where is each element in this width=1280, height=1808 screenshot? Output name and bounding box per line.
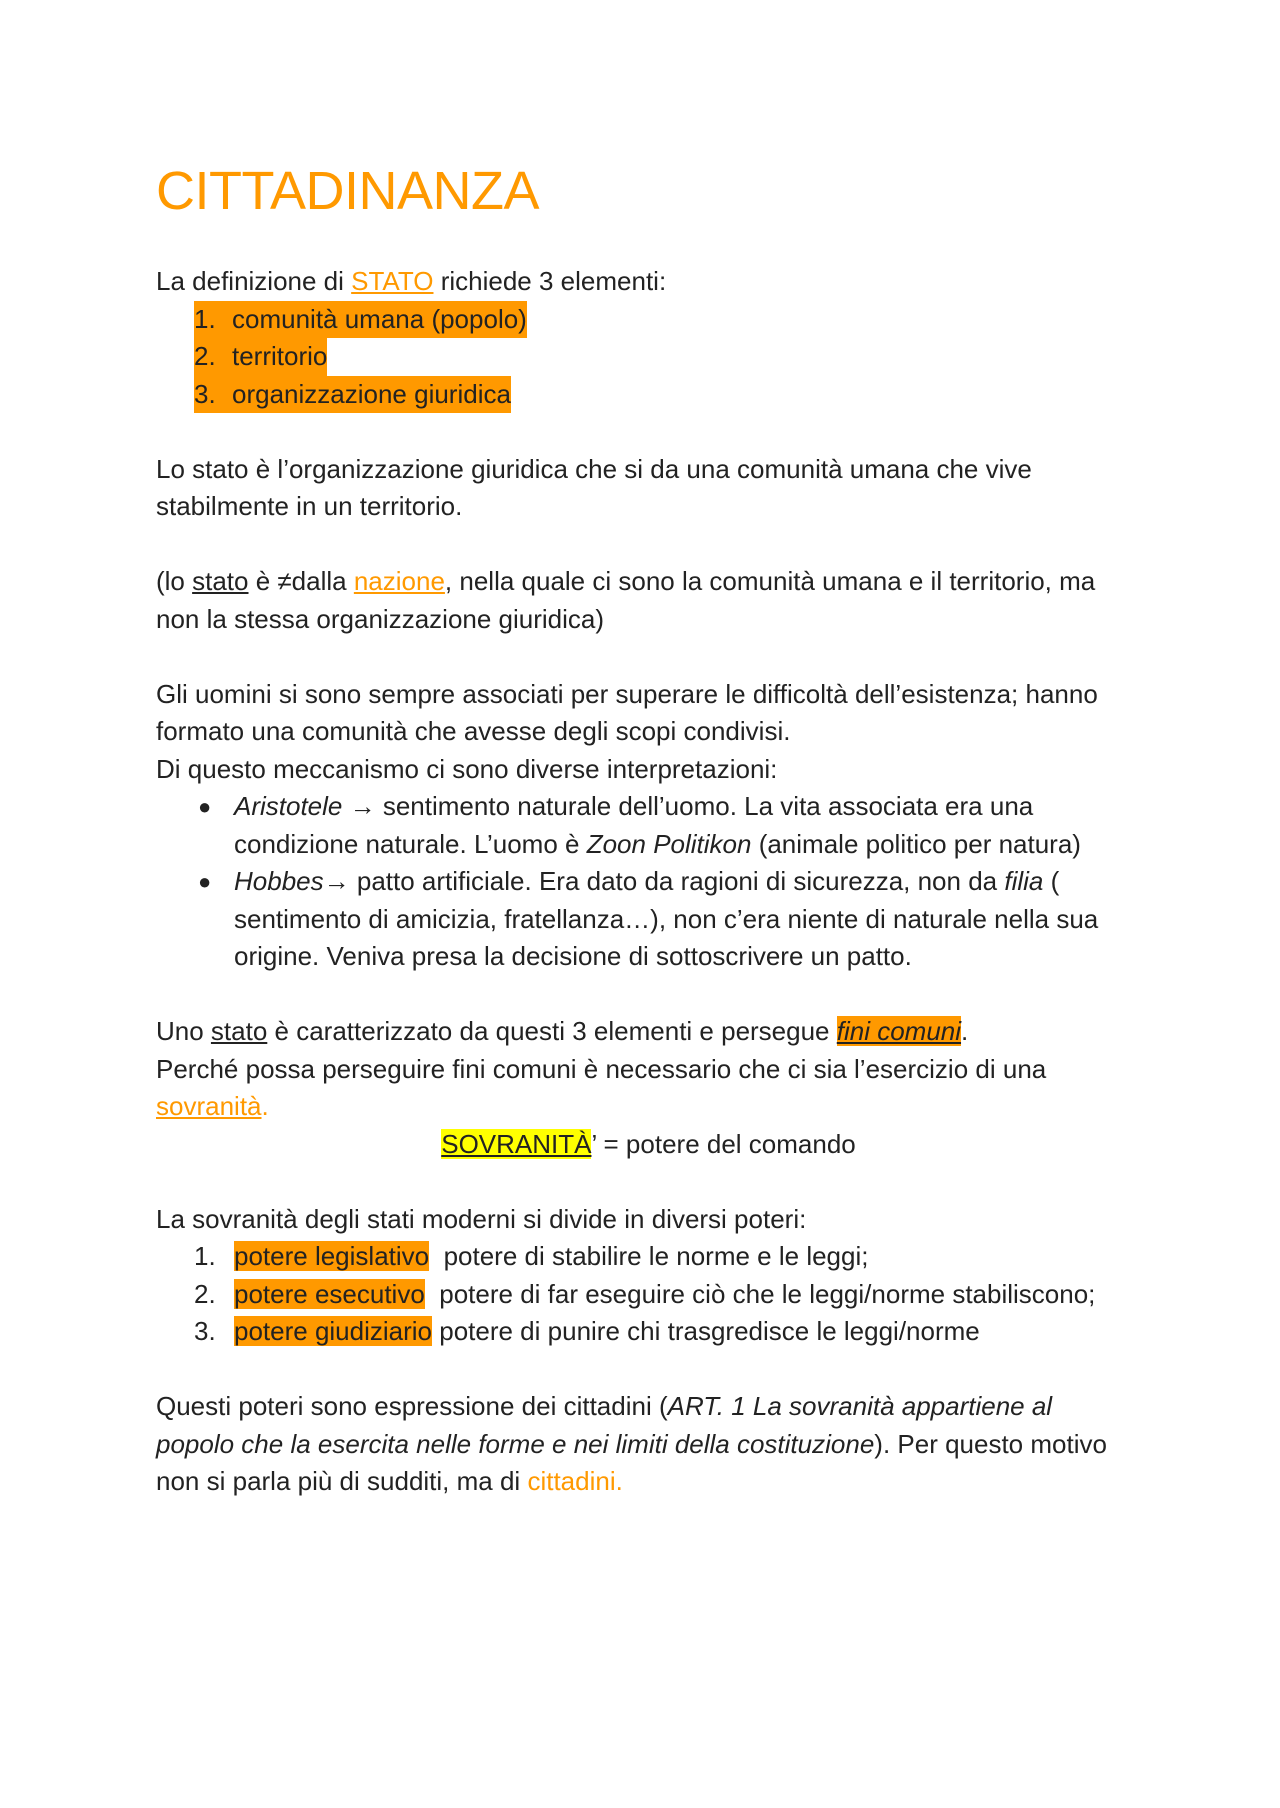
- interpretations-list: [156, 788, 1141, 976]
- list-item-legislativo: [156, 1238, 1141, 1276]
- sovranita-link[interactable]: sovranità: [156, 1091, 262, 1121]
- list-item-text: comunità umana (popolo): [232, 303, 527, 334]
- paragraph-nation: [156, 563, 1141, 638]
- intro-line: [156, 263, 1141, 301]
- list-item-esecutivo: [156, 1276, 1141, 1314]
- list-number: 2.: [194, 1278, 216, 1309]
- cittadini-orange: cittadini: [527, 1466, 616, 1496]
- author-name: Aristotele: [234, 791, 343, 821]
- text: .: [261, 1091, 269, 1121]
- text: è caratterizzato da questi 3 elementi e persegue: [267, 1016, 837, 1046]
- highlighted-item: [194, 301, 527, 339]
- text: (lo: [156, 566, 193, 596]
- bullet-icon: ●: [198, 794, 212, 819]
- paragraph-state-definition: Lo stato è l’organizzazione giuridica che si da una comunità umana che vive stabilmente in un territorio.: [156, 453, 1032, 521]
- text: Questi poteri sono espressione dei cittadini (: [156, 1391, 668, 1421]
- paragraph-interpretations-intro: Di questo meccanismo ci sono diverse interpretazioni:: [156, 753, 778, 784]
- paragraph-powers-intro: La sovranità degli stati moderni si divide in diversi poteri:: [156, 1203, 807, 1234]
- list-number: 1.: [194, 303, 216, 334]
- list-number: 3.: [194, 378, 216, 409]
- intro-text-end: richiede 3 elementi:: [433, 266, 667, 296]
- emphasis: filia: [1004, 866, 1044, 896]
- power-name-highlight: potere esecutivo: [234, 1278, 425, 1309]
- text: .: [961, 1016, 969, 1046]
- bullet-icon: ●: [198, 869, 212, 894]
- highlighted-item: [194, 338, 327, 376]
- article-quote: ART. 1 La sovranità appartiene al popolo che la esercita nelle forme e nei limiti della costituzione: [156, 1391, 1053, 1459]
- paragraph-fini-comuni: [156, 1013, 1141, 1051]
- paragraph-citizens: [156, 1388, 1131, 1501]
- text: , nella quale ci sono la comunità umana e il territorio, ma non la stessa organizzazione giuridica): [156, 566, 1096, 634]
- power-name-highlight: potere giudiziario: [234, 1316, 433, 1346]
- text: patto artificiale. Era dato da ragioni di sicurezza, non da: [356, 866, 1005, 896]
- page-title: CITTADINANZA: [156, 161, 539, 221]
- stato-link[interactable]: STATO: [351, 266, 434, 296]
- paragraph-associations: Gli uomini si sono sempre associati per superare le difficoltà dell’esistenza; hanno formato una comunità che avesse degli scopi condivisi.: [156, 678, 1098, 746]
- arrow-icon: →: [323, 866, 357, 896]
- list-item-text: organizzazione giuridica: [232, 378, 511, 409]
- sovranita-definition: [156, 1126, 1141, 1164]
- text: Uno: [156, 1016, 211, 1046]
- nazione-link[interactable]: nazione: [353, 566, 445, 596]
- list-number: 3.: [194, 1316, 216, 1346]
- stato-underlined: stato: [192, 566, 249, 596]
- fini-comuni-highlight: fini comuni: [836, 1016, 962, 1046]
- list-item: [156, 376, 1141, 414]
- list-item-aristotele: [156, 788, 1141, 863]
- emphasis: Zoon Politikon: [586, 828, 752, 859]
- text: ’ = potere del comando: [591, 1128, 856, 1159]
- text: Perché possa perseguire fini comuni è necessario che ci sia l’esercizio di una: [156, 1053, 1047, 1084]
- list-item-text: territorio: [232, 341, 328, 371]
- author-name: Hobbes: [234, 866, 324, 896]
- state-elements-list: [156, 301, 1141, 414]
- list-number: 1.: [194, 1241, 216, 1271]
- list-item-hobbes: [156, 863, 1141, 976]
- list-item: [156, 301, 1141, 339]
- arrow-icon: →: [342, 791, 383, 821]
- power-description: potere di far eseguire ciò che le leggi/norme stabiliscono;: [424, 1278, 1096, 1309]
- list-item: [156, 338, 1141, 376]
- power-name-highlight: potere legislativo: [234, 1241, 430, 1271]
- intro-text: La definizione di: [156, 266, 352, 296]
- power-description: potere di punire chi trasgredisce le leggi/norme: [432, 1316, 980, 1346]
- text: (animale politico per natura): [751, 828, 1081, 859]
- stato-underlined: stato: [210, 1016, 268, 1046]
- power-description: potere di stabilire le norme e le leggi;: [429, 1241, 869, 1271]
- text: sentimento naturale dell’uomo. La vita associata era una condizione naturale. L’uomo è: [234, 791, 1034, 859]
- list-item-giudiziario: [156, 1313, 1141, 1351]
- powers-list: [156, 1238, 1141, 1351]
- document-body: [156, 155, 1141, 1501]
- paragraph-sovranita: [156, 1051, 1116, 1126]
- text: è ≠dalla: [248, 566, 354, 596]
- highlighted-item: [194, 376, 511, 414]
- sovranita-highlight: SOVRANITÀ: [441, 1128, 592, 1159]
- text: ). Per questo motivo non si parla più di sudditi, ma di: [156, 1428, 1107, 1496]
- text: .: [615, 1466, 623, 1496]
- list-number: 2.: [194, 341, 216, 371]
- text: ( sentimento di amicizia, fratellanza…), non c’era niente di naturale nella sua origine. Veniva presa la decisione di sottoscrivere un patto.: [234, 866, 1099, 971]
